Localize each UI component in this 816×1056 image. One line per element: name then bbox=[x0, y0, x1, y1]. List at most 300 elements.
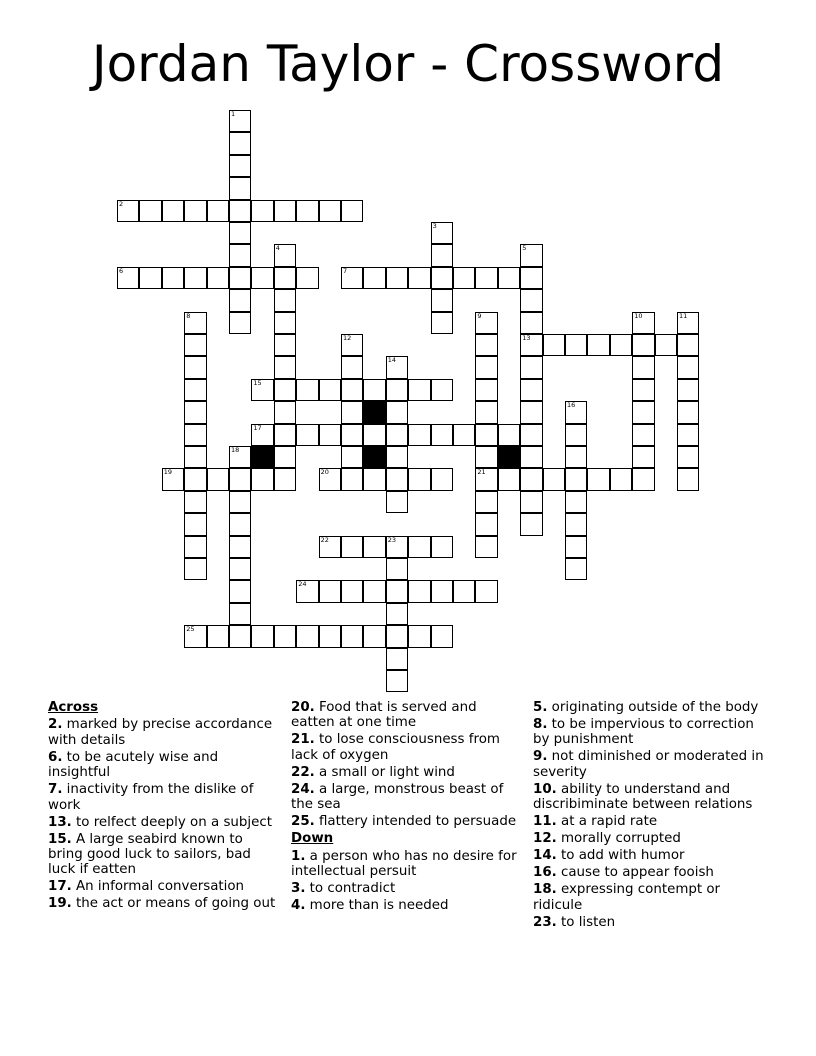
grid-cell[interactable] bbox=[386, 536, 408, 558]
grid-cell[interactable] bbox=[274, 267, 296, 289]
grid-cell[interactable] bbox=[274, 379, 296, 401]
cell-number: 4 bbox=[275, 244, 280, 253]
grid-cell[interactable] bbox=[408, 267, 430, 289]
grid-cell[interactable] bbox=[319, 580, 341, 602]
grid-cell[interactable] bbox=[184, 558, 206, 580]
clue-text: to listen bbox=[556, 914, 616, 930]
grid-cell[interactable] bbox=[431, 289, 453, 311]
clue-down-4 bbox=[291, 898, 521, 913]
grid-cell[interactable] bbox=[520, 312, 542, 334]
grid-cell[interactable] bbox=[319, 379, 341, 401]
cell-number: 19 bbox=[163, 468, 173, 477]
grid-cell[interactable] bbox=[184, 334, 206, 356]
grid-cell[interactable] bbox=[520, 424, 542, 446]
clue-text: to relfect deeply on a subject bbox=[71, 814, 272, 830]
grid-cell[interactable] bbox=[229, 468, 251, 490]
grid-cell[interactable] bbox=[520, 334, 542, 356]
clue-number: 22. bbox=[291, 764, 315, 780]
grid-cell[interactable] bbox=[229, 155, 251, 177]
clue-number: 11. bbox=[533, 814, 557, 830]
grid-cell[interactable] bbox=[296, 424, 318, 446]
clues-column-3 bbox=[533, 700, 773, 932]
grid-cell[interactable] bbox=[184, 379, 206, 401]
clue-number: 1. bbox=[291, 848, 306, 864]
grid-cell[interactable] bbox=[386, 625, 408, 647]
cell-number: 22 bbox=[320, 535, 329, 544]
grid-cell[interactable] bbox=[341, 468, 363, 490]
grid-cell[interactable] bbox=[229, 513, 251, 535]
grid-cell[interactable] bbox=[319, 424, 341, 446]
grid-cell[interactable] bbox=[543, 334, 565, 356]
grid-cell[interactable] bbox=[229, 132, 251, 154]
clue-across-6 bbox=[48, 750, 278, 781]
grid-cell[interactable] bbox=[229, 200, 251, 222]
clue-number: 17. bbox=[48, 879, 72, 895]
grid-cell[interactable] bbox=[319, 536, 341, 558]
grid-cell[interactable] bbox=[520, 356, 542, 378]
grid-cell[interactable] bbox=[520, 491, 542, 513]
grid-cell[interactable] bbox=[677, 401, 699, 423]
grid-cell[interactable] bbox=[274, 401, 296, 423]
cell-number: 13 bbox=[522, 334, 531, 342]
clue-text: more than is needed bbox=[305, 898, 449, 914]
grid-cell[interactable] bbox=[520, 379, 542, 401]
clue-text: a large, monstrous beast of the sea bbox=[291, 781, 504, 813]
grid-cell[interactable] bbox=[296, 267, 318, 289]
grid-cell[interactable] bbox=[274, 625, 296, 647]
grid-cell[interactable] bbox=[184, 312, 206, 334]
grid-cell[interactable] bbox=[229, 177, 251, 199]
clue-down-12 bbox=[533, 831, 773, 846]
grid-cell[interactable] bbox=[251, 267, 273, 289]
grid-cell[interactable] bbox=[386, 468, 408, 490]
grid-cell[interactable] bbox=[475, 468, 497, 490]
grid-cell[interactable] bbox=[229, 312, 251, 334]
grid-cell[interactable] bbox=[520, 244, 542, 266]
grid-cell[interactable] bbox=[431, 536, 453, 558]
grid-cell[interactable] bbox=[565, 558, 587, 580]
grid-cell[interactable] bbox=[341, 379, 363, 401]
grid-cell[interactable] bbox=[431, 312, 453, 334]
grid-cell[interactable] bbox=[251, 468, 273, 490]
black-cell bbox=[363, 401, 385, 423]
grid-cell[interactable] bbox=[431, 468, 453, 490]
clue-number: 18. bbox=[533, 882, 557, 898]
grid-cell[interactable] bbox=[475, 580, 497, 602]
grid-cell[interactable] bbox=[475, 312, 497, 334]
grid-cell[interactable] bbox=[229, 558, 251, 580]
clue-number: 10. bbox=[533, 781, 557, 797]
clue-down-18 bbox=[533, 882, 773, 913]
grid-cell[interactable] bbox=[363, 536, 385, 558]
grid-cell[interactable] bbox=[386, 491, 408, 513]
grid-cell[interactable] bbox=[587, 334, 609, 356]
grid-cell[interactable] bbox=[229, 536, 251, 558]
grid-cell[interactable] bbox=[184, 491, 206, 513]
clues-column-2 bbox=[291, 700, 521, 915]
clue-number: 21. bbox=[291, 732, 315, 748]
grid-cell[interactable] bbox=[431, 379, 453, 401]
grid-cell[interactable] bbox=[341, 446, 363, 468]
clue-across-25 bbox=[291, 814, 521, 829]
grid-cell[interactable] bbox=[184, 356, 206, 378]
grid-cell[interactable] bbox=[229, 110, 251, 132]
grid-cell[interactable] bbox=[498, 267, 520, 289]
cell-number: 5 bbox=[522, 244, 527, 253]
grid-cell[interactable] bbox=[229, 289, 251, 311]
grid-cell[interactable] bbox=[565, 424, 587, 446]
grid-cell[interactable] bbox=[341, 536, 363, 558]
grid-cell[interactable] bbox=[610, 334, 632, 356]
grid-cell[interactable] bbox=[386, 580, 408, 602]
grid-cell[interactable] bbox=[565, 491, 587, 513]
clue-number: 13. bbox=[48, 814, 72, 830]
grid-cell[interactable] bbox=[408, 580, 430, 602]
grid-cell[interactable] bbox=[274, 312, 296, 334]
clue-text: originating outside of the body bbox=[547, 700, 759, 715]
clue-text: marked by precise accordance with details bbox=[48, 717, 273, 748]
grid-cell[interactable] bbox=[565, 401, 587, 423]
cell-number: 6 bbox=[119, 266, 124, 275]
grid-cell[interactable] bbox=[475, 424, 497, 446]
cell-number: 9 bbox=[477, 311, 482, 320]
grid-cell[interactable] bbox=[677, 379, 699, 401]
grid-cell[interactable] bbox=[341, 580, 363, 602]
clue-down-11 bbox=[533, 814, 773, 829]
across-heading: Across bbox=[48, 700, 99, 715]
cell-number: 16 bbox=[567, 401, 576, 410]
cell-number: 11 bbox=[679, 311, 688, 320]
grid-cell[interactable] bbox=[229, 625, 251, 647]
grid-cell[interactable] bbox=[431, 267, 453, 289]
grid-cell[interactable] bbox=[139, 267, 161, 289]
grid-cell[interactable] bbox=[565, 446, 587, 468]
clue-across-22 bbox=[291, 765, 521, 780]
grid-cell[interactable] bbox=[632, 379, 654, 401]
clue-text: inactivity from the dislike of work bbox=[48, 782, 254, 813]
grid-cell[interactable] bbox=[274, 289, 296, 311]
grid-cell[interactable] bbox=[386, 670, 408, 692]
grid-cell[interactable] bbox=[363, 424, 385, 446]
grid-cell[interactable] bbox=[475, 379, 497, 401]
grid-cell[interactable] bbox=[251, 379, 273, 401]
clue-number: 7. bbox=[48, 782, 63, 798]
clue-number: 23. bbox=[533, 914, 557, 930]
grid-cell[interactable] bbox=[453, 267, 475, 289]
grid-cell[interactable] bbox=[386, 401, 408, 423]
grid-cell[interactable] bbox=[207, 468, 229, 490]
grid-cell[interactable] bbox=[319, 468, 341, 490]
grid-cell[interactable] bbox=[207, 200, 229, 222]
clue-across-21 bbox=[291, 732, 521, 763]
cell-number: 18 bbox=[231, 446, 240, 454]
grid-cell[interactable] bbox=[184, 468, 206, 490]
grid-cell[interactable] bbox=[408, 424, 430, 446]
clue-across-15 bbox=[48, 832, 278, 878]
clue-number: 4. bbox=[291, 898, 306, 914]
grid-cell[interactable] bbox=[341, 625, 363, 647]
clue-number: 6. bbox=[48, 749, 63, 765]
cell-number: 3 bbox=[432, 222, 437, 230]
grid-cell[interactable] bbox=[565, 536, 587, 558]
cell-number: 24 bbox=[298, 580, 307, 589]
grid-cell[interactable] bbox=[520, 446, 542, 468]
clue-number: 5. bbox=[533, 700, 548, 715]
grid-cell[interactable] bbox=[543, 468, 565, 490]
grid-cell[interactable] bbox=[475, 446, 497, 468]
grid-cell[interactable] bbox=[431, 244, 453, 266]
black-cell bbox=[363, 446, 385, 468]
clue-number: 16. bbox=[533, 865, 557, 881]
grid-cell[interactable] bbox=[632, 401, 654, 423]
grid-cell[interactable] bbox=[229, 491, 251, 513]
grid-cell[interactable] bbox=[386, 648, 408, 670]
cell-number: 8 bbox=[186, 311, 191, 320]
grid-cell[interactable] bbox=[386, 424, 408, 446]
grid-cell[interactable] bbox=[274, 356, 296, 378]
clue-down-14 bbox=[533, 848, 773, 863]
grid-cell[interactable] bbox=[363, 379, 385, 401]
grid-cell[interactable] bbox=[475, 513, 497, 535]
clue-down-3 bbox=[291, 881, 521, 896]
cell-number: 12 bbox=[343, 334, 352, 342]
clue-text: the act or means of going out bbox=[71, 896, 276, 912]
clue-number: 12. bbox=[533, 831, 557, 847]
grid-cell[interactable] bbox=[386, 603, 408, 625]
grid-cell[interactable] bbox=[341, 267, 363, 289]
clue-text: cause to appear fooish bbox=[556, 865, 714, 881]
grid-cell[interactable] bbox=[475, 536, 497, 558]
clue-text: a small or light wind bbox=[314, 764, 455, 780]
grid-cell[interactable] bbox=[475, 401, 497, 423]
clue-number: 24. bbox=[291, 781, 315, 797]
grid-cell[interactable] bbox=[632, 312, 654, 334]
cell-number: 15 bbox=[253, 378, 262, 387]
puzzle-title: Jordan Taylor - Crossword bbox=[91, 35, 725, 93]
grid-cell[interactable] bbox=[632, 424, 654, 446]
clue-across-13 bbox=[48, 815, 278, 830]
grid-cell[interactable] bbox=[475, 267, 497, 289]
clue-across-19 bbox=[48, 896, 278, 911]
grid-cell[interactable] bbox=[184, 424, 206, 446]
clue-text: to lose consciousness from lack of oxygen bbox=[291, 732, 500, 763]
clue-down-1 bbox=[291, 849, 521, 880]
grid-cell[interactable] bbox=[296, 580, 318, 602]
clue-number: 20. bbox=[291, 700, 315, 715]
grid-cell[interactable] bbox=[386, 558, 408, 580]
black-cell bbox=[498, 446, 520, 468]
grid-cell[interactable] bbox=[117, 200, 139, 222]
grid-cell[interactable] bbox=[184, 267, 206, 289]
grid-cell[interactable] bbox=[184, 401, 206, 423]
grid-cell[interactable] bbox=[520, 267, 542, 289]
grid-cell[interactable] bbox=[229, 603, 251, 625]
grid-cell[interactable] bbox=[162, 267, 184, 289]
grid-cell[interactable] bbox=[184, 625, 206, 647]
cell-number: 17 bbox=[253, 423, 262, 432]
grid-cell[interactable] bbox=[251, 424, 273, 446]
grid-cell[interactable] bbox=[363, 625, 385, 647]
grid-cell[interactable] bbox=[655, 334, 677, 356]
grid-cell[interactable] bbox=[632, 468, 654, 490]
clue-text: morally corrupted bbox=[556, 831, 681, 847]
grid-cell[interactable] bbox=[632, 334, 654, 356]
grid-cell[interactable] bbox=[274, 334, 296, 356]
grid-cell[interactable] bbox=[520, 401, 542, 423]
cell-number: 25 bbox=[186, 625, 195, 634]
grid-cell[interactable] bbox=[498, 424, 520, 446]
cell-number: 14 bbox=[387, 356, 397, 365]
clue-text: ability to understand and discribiminate between relations bbox=[533, 781, 753, 813]
cell-number: 7 bbox=[343, 266, 348, 275]
grid-cell[interactable] bbox=[632, 446, 654, 468]
grid-cell[interactable] bbox=[386, 267, 408, 289]
clue-down-23 bbox=[533, 915, 773, 930]
grid-cell[interactable] bbox=[677, 424, 699, 446]
grid-cell[interactable] bbox=[475, 491, 497, 513]
grid-cell[interactable] bbox=[386, 446, 408, 468]
clue-down-5 bbox=[533, 700, 773, 715]
grid-cell[interactable] bbox=[431, 580, 453, 602]
clue-text: flattery intended to persuade bbox=[314, 814, 517, 830]
grid-cell[interactable] bbox=[251, 625, 273, 647]
grid-cell[interactable] bbox=[341, 401, 363, 423]
grid-cell[interactable] bbox=[520, 468, 542, 490]
clue-text: a person who has no desire for intellectual persuit bbox=[291, 848, 517, 880]
grid-cell[interactable] bbox=[117, 267, 139, 289]
cell-number: 20 bbox=[320, 468, 329, 477]
grid-cell[interactable] bbox=[610, 468, 632, 490]
grid-cell[interactable] bbox=[677, 356, 699, 378]
grid-cell[interactable] bbox=[386, 379, 408, 401]
cell-number: 21 bbox=[477, 468, 486, 477]
grid-cell[interactable] bbox=[408, 536, 430, 558]
grid-cell[interactable] bbox=[363, 267, 385, 289]
grid-cell[interactable] bbox=[207, 625, 229, 647]
grid-cell[interactable] bbox=[139, 200, 161, 222]
grid-cell[interactable] bbox=[431, 222, 453, 244]
clue-down-16 bbox=[533, 865, 773, 880]
cell-number: 10 bbox=[634, 311, 643, 320]
grid-cell[interactable] bbox=[475, 334, 497, 356]
grid-cell[interactable] bbox=[341, 424, 363, 446]
grid-cell[interactable] bbox=[341, 200, 363, 222]
cell-number: 2 bbox=[119, 199, 124, 208]
grid-cell[interactable] bbox=[498, 468, 520, 490]
grid-cell[interactable] bbox=[229, 222, 251, 244]
grid-cell[interactable] bbox=[319, 200, 341, 222]
clues-column-1 bbox=[48, 700, 278, 913]
grid-cell[interactable] bbox=[184, 200, 206, 222]
grid-cell[interactable] bbox=[341, 356, 363, 378]
grid-cell[interactable] bbox=[274, 200, 296, 222]
grid-cell[interactable] bbox=[296, 379, 318, 401]
grid-cell[interactable] bbox=[229, 267, 251, 289]
grid-cell[interactable] bbox=[408, 379, 430, 401]
grid-cell[interactable] bbox=[431, 424, 453, 446]
grid-cell[interactable] bbox=[475, 356, 497, 378]
clue-number: 2. bbox=[48, 717, 63, 733]
clue-text: not diminished or moderated in severity bbox=[533, 749, 764, 780]
grid-cell[interactable] bbox=[632, 356, 654, 378]
clue-down-10 bbox=[533, 782, 773, 813]
grid-cell[interactable] bbox=[296, 625, 318, 647]
grid-cell[interactable] bbox=[453, 424, 475, 446]
clue-text: expressing contempt or ridicule bbox=[533, 882, 721, 913]
grid-cell[interactable] bbox=[363, 468, 385, 490]
grid-cell[interactable] bbox=[251, 200, 273, 222]
clue-number: 25. bbox=[291, 814, 315, 830]
grid-cell[interactable] bbox=[207, 267, 229, 289]
grid-cell[interactable] bbox=[184, 446, 206, 468]
clue-text: Food that is served and eatten at one time bbox=[291, 700, 477, 731]
clue-across-7 bbox=[48, 782, 278, 813]
clue-text: An informal conversation bbox=[71, 879, 245, 895]
grid-cell[interactable] bbox=[363, 580, 385, 602]
clue-text: to be acutely wise and insightful bbox=[48, 749, 219, 781]
grid-cell[interactable] bbox=[274, 446, 296, 468]
cell-number: 1 bbox=[231, 110, 236, 118]
grid-cell[interactable] bbox=[587, 468, 609, 490]
clue-number: 14. bbox=[533, 848, 557, 864]
grid-cell[interactable] bbox=[386, 356, 408, 378]
clue-across-2 bbox=[48, 717, 278, 748]
clue-across-24 bbox=[291, 782, 521, 813]
clue-text: to add with humor bbox=[556, 848, 685, 864]
grid-cell[interactable] bbox=[565, 513, 587, 535]
cell-number: 23 bbox=[387, 535, 397, 544]
grid-cell[interactable] bbox=[274, 424, 296, 446]
grid-cell[interactable] bbox=[520, 289, 542, 311]
clue-number: 3. bbox=[291, 881, 306, 897]
grid-cell[interactable] bbox=[677, 312, 699, 334]
grid-cell[interactable] bbox=[341, 334, 363, 356]
grid-cell[interactable] bbox=[677, 446, 699, 468]
grid-cell[interactable] bbox=[296, 200, 318, 222]
grid-cell[interactable] bbox=[677, 468, 699, 490]
black-cell bbox=[251, 446, 273, 468]
grid-cell[interactable] bbox=[229, 244, 251, 266]
grid-cell[interactable] bbox=[162, 468, 184, 490]
clue-number: 19. bbox=[48, 896, 72, 912]
clue-number: 9. bbox=[533, 749, 548, 765]
grid-cell[interactable] bbox=[229, 446, 251, 468]
grid-cell[interactable] bbox=[408, 468, 430, 490]
grid-cell[interactable] bbox=[408, 625, 430, 647]
clue-across-20 bbox=[291, 700, 521, 731]
grid-cell[interactable] bbox=[184, 536, 206, 558]
clue-number: 15. bbox=[48, 831, 72, 847]
grid-cell[interactable] bbox=[319, 625, 341, 647]
clue-number: 8. bbox=[533, 717, 548, 732]
grid-cell[interactable] bbox=[431, 625, 453, 647]
grid-cell[interactable] bbox=[520, 513, 542, 535]
grid-cell[interactable] bbox=[229, 580, 251, 602]
clue-down-8 bbox=[533, 717, 773, 748]
clue-text: to be impervious to correction by punishment bbox=[533, 717, 754, 748]
clue-down-9 bbox=[533, 749, 773, 780]
grid-cell[interactable] bbox=[274, 468, 296, 490]
grid-cell[interactable] bbox=[565, 334, 587, 356]
grid-cell[interactable] bbox=[565, 468, 587, 490]
grid-cell[interactable] bbox=[274, 244, 296, 266]
down-heading: Down bbox=[291, 831, 334, 847]
grid-cell[interactable] bbox=[162, 200, 184, 222]
grid-cell[interactable] bbox=[453, 580, 475, 602]
grid-cell[interactable] bbox=[677, 334, 699, 356]
clue-across-17 bbox=[48, 879, 278, 894]
grid-cell[interactable] bbox=[184, 513, 206, 535]
